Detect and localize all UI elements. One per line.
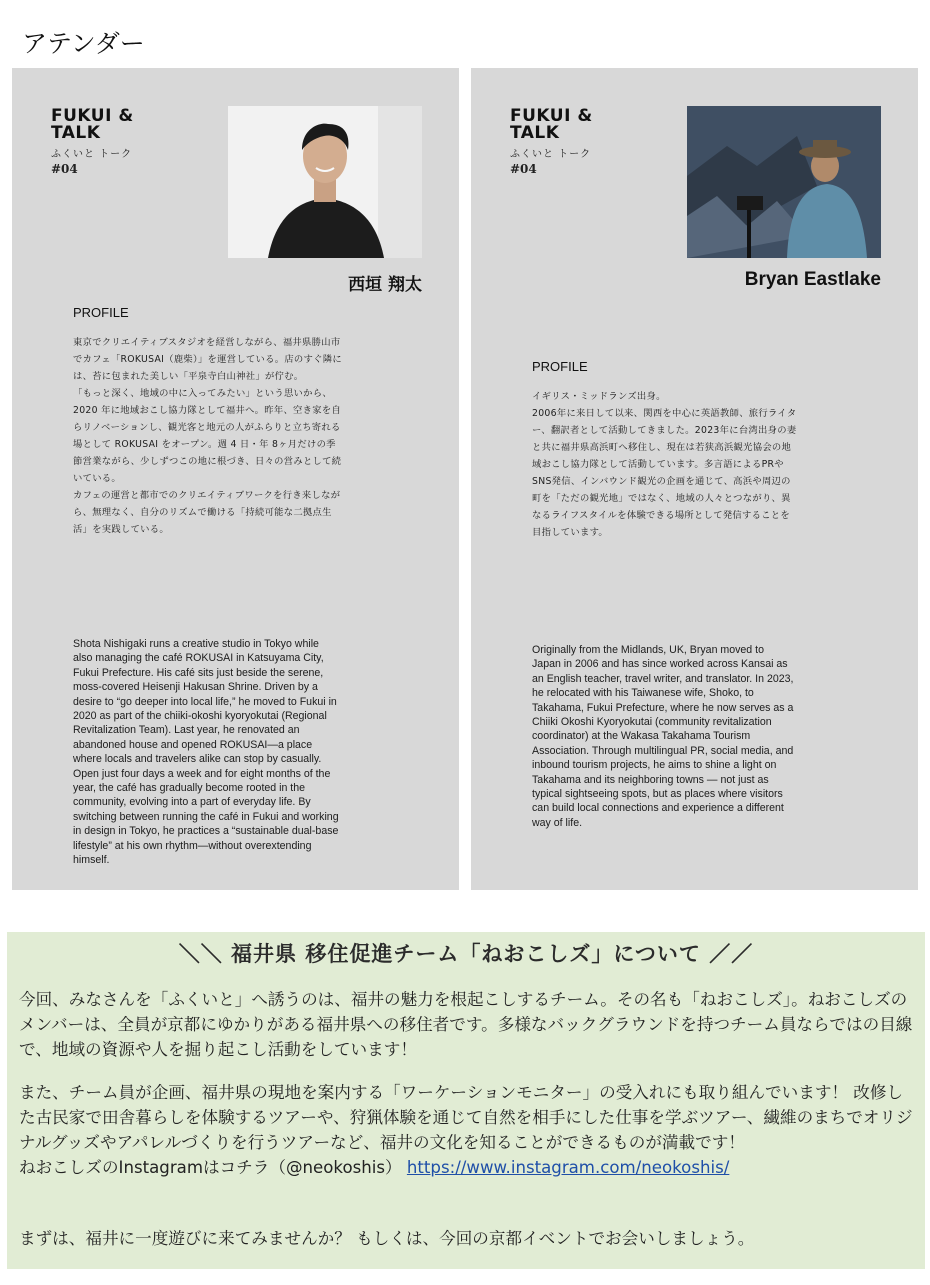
attendee-photo bbox=[228, 106, 422, 258]
event-brand-logo bbox=[51, 108, 134, 176]
bio-jp-paragraph: カフェの運営と都市でのクリエイティブワークを行き来しながら、無理なく、自分のリズムで働ける「持続可能な二拠点生活」を実践している。 bbox=[73, 490, 341, 535]
workation-text: また、チーム員が企画、福井県の現地を案内する「ワーケーションモニター」の受入れにも取り組んでいます！ 改修した古民家で田舎暮らしを体験するツアーや、狩猟体験を通じて自然を相手にした仕事を学ぶツアー、繊維のまちでオリジナルグッズやアパレルづくりを行うツアーなど、福井の文化を知ることができるものが満載です！ bbox=[19, 1083, 913, 1152]
brand-subtitle: ふくいと トーク bbox=[510, 149, 592, 160]
bio-jp-paragraph: 東京でクリエイティブスタジオを経営しながら、福井県勝山市でカフェ「ROKUSAI（鹿柴）」を運営している。店のすぐ隣には、苔に包まれた美しい「平泉寺白山神社」が佇む。 bbox=[73, 337, 342, 382]
bio-jp-paragraph: イギリス・ミッドランズ出身。 bbox=[532, 391, 666, 402]
brand-title: FUKUI & TALK bbox=[510, 106, 593, 143]
attendee-name: Bryan Eastlake bbox=[744, 269, 881, 290]
attendee-card-nishigaki bbox=[12, 68, 459, 890]
team-info-title: ＼＼ 福井県 移住促進チーム「ねおこしズ」について ／／ bbox=[178, 942, 754, 966]
team-info-paragraph: 今回、みなさんを「ふくいと」へ誘うのは、福井の魅力を根起こしするチーム。その名も「ねおこしズ」。ねおこしズのメンバーは、全員が京都にゆかりがある福井県への移住者です。多様なバックグラウンドを持つチーム員ならではの目線で、地域の資源や人を掘り起こし活動をしています！ bbox=[19, 990, 913, 1059]
brand-subtitle: ふくいと トーク bbox=[51, 149, 133, 160]
profile-label: PROFILE bbox=[73, 305, 129, 320]
instagram-link[interactable]: https://www.instagram.com/neokoshis/ bbox=[406, 1158, 730, 1177]
profile-label: PROFILE bbox=[532, 359, 588, 374]
attendee-photo bbox=[687, 106, 881, 258]
profile-bio-english: Shota Nishigaki runs a creative studio in Tokyo while also managing the café ROKUSAI in Katsuyama City, Fukui Prefecture. His café sits just beside the serene, moss-covered Heisenji Hakusan Shrine. Driven by a desire to “go deeper into local life,” he moved to Fukui in 2020 as part of the chiiki-okoshi kyoryokutai (Regional Revitalization Team). Last year, he renovated an abandoned house and opened ROKUSAI—a place where locals and travelers alike can stop by casually. Open just four days a week and for eight months of the year, the café has gradually become rooted in the community, evolving into a part of everyday life. By switching between running the café in Fukui and working in design in Tokyo, he practices a “sustainable dual-base lifestyle” at his own rhythm—without overextending himself. bbox=[73, 638, 339, 867]
event-brand-logo bbox=[510, 108, 593, 176]
brand-number: #04 bbox=[510, 162, 537, 176]
team-info-box bbox=[7, 932, 925, 1269]
team-info-closing: まずは、福井に一度遊びに来てみませんか？ もしくは、今回の京都イベントでお会いしましょう。 bbox=[19, 1229, 755, 1248]
bio-jp-paragraph: 「もっと深く、地域の中に入ってみたい」という思いから、2020 年に地域おこし協力隊として福井へ。昨年、空き家を自らリノベーションし、観光客と地元の人がふらりと立ち寄れる場として ROKUSAI をオープン。週 4 日・年 8ヶ月だけの季節営業ながら、少しずつこの地に根づき、日々の営みとして続いている。 bbox=[73, 388, 342, 484]
profile-bio-japanese bbox=[532, 388, 798, 541]
page-heading: アテンダー bbox=[22, 29, 145, 58]
instagram-prefix: ねおこしズのInstagramはコチラ（@neokoshis） bbox=[19, 1158, 402, 1177]
profile-bio-english: Originally from the Midlands, UK, Bryan moved to Japan in 2006 and has since worked across Kansai as an English teacher, travel writer, and translator. In 2023, he relocated with his Taiwanese wife, Shoko, to Takahama, Fukui Prefecture, where he now serves as a Chiiki Okoshi Kyoryokutai (community revitalization coordinator) at the Wakasa Takahama Tourism Association. Through multilingual PR, social media, and inbound tourism projects, he aims to shine a light on Takahama and its neighboring towns — not just as typical sightseeing spots, but as places where visitors can build local connections and experience a different way of life. bbox=[532, 644, 794, 829]
profile-bio-japanese bbox=[73, 334, 343, 538]
team-info-paragraph bbox=[19, 1080, 919, 1180]
brand-number: #04 bbox=[51, 162, 78, 176]
attendee-card-eastlake bbox=[471, 68, 918, 890]
bio-jp-paragraph: 2006年に来日して以来、関西を中心に英語教師、旅行ライター、翻訳者として活動してきました。2023年に台湾出身の妻と共に福井県高浜町へ移住し、現在は若狭高浜観光協会の地域おこし協力隊として活動しています。多言語によるPRやSNS発信、インバウンド観光の企画を通じて、高浜や周辺の町を「ただの観光地」ではなく、地域の人々とつながり、異なるライフスタイルを体験できる場所として発信することを目指しています。 bbox=[532, 408, 797, 538]
brand-title: FUKUI & TALK bbox=[51, 106, 134, 143]
attendee-name: 西垣 翔太 bbox=[348, 275, 422, 295]
